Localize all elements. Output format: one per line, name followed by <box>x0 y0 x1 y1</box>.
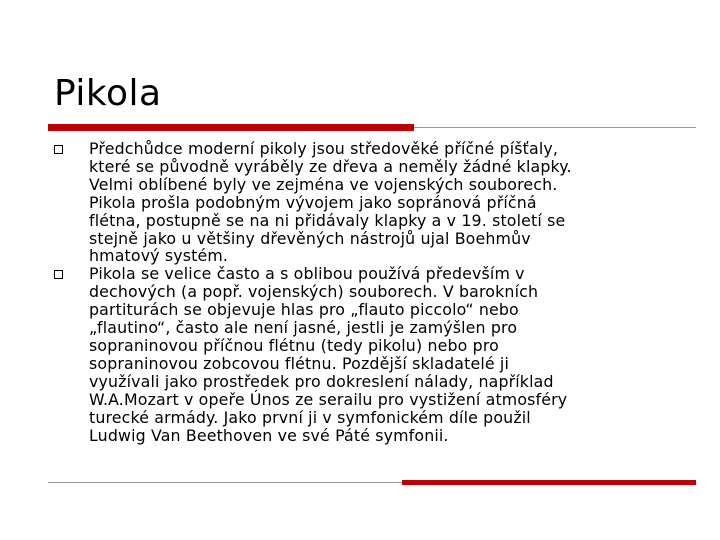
text-line: Předchůdce moderní pikoly jsou středověké příčné píšťaly, <box>89 139 559 158</box>
text-line: Pikola se velice často a s oblibou používá především v <box>89 264 525 284</box>
footer-accent-bar <box>402 480 696 485</box>
hollow-square-bullet-icon <box>54 145 63 154</box>
hollow-square-bullet-icon <box>54 270 63 279</box>
title-accent-bar <box>48 124 414 131</box>
text-line: které se původně vyráběly ze dřeva a neměly žádné klapky. <box>89 156 572 176</box>
text-line: stejně jako u většiny dřevěných nástrojů ujal Boehmův <box>89 228 531 248</box>
text-line: flétna, postupně se na ni přidávaly klapky a v 19. století se <box>89 210 566 230</box>
text-line: Pikola prošla podobným vývojem jako sopránová příčná <box>89 192 537 212</box>
text-line: využívali jako prostředek pro dokreslení nálady, například <box>89 371 554 391</box>
text-line: „flautino“, často ale není jasné, jestli je zamýšlen pro <box>89 318 518 338</box>
text-line: turecké armády. Jako první ji v symfonickém díle použil <box>89 407 531 427</box>
text-line: dechových (a popř. vojenských) souborech. V barokních <box>89 282 539 302</box>
text-line: partiturách se objevuje hlas pro „flauto piccolo“ nebo <box>89 300 519 320</box>
bullet-item-history <box>54 140 664 265</box>
bullet-item-usage <box>54 265 664 444</box>
text-line: Ludwig Van Beethoven ve své Páté symfonii. <box>89 425 449 445</box>
slide-title: Pikola <box>54 73 162 114</box>
bullet-list <box>54 140 664 444</box>
text-line: hmatový systém. <box>89 246 229 266</box>
text-line: Velmi oblíbené byly ve zejména ve vojenských souborech. <box>89 174 558 194</box>
text-line: W.A.Mozart v opeře Únos ze serailu pro vystižení atmosféry <box>89 389 568 409</box>
text-line: sopraninovou příčnou flétnu (tedy pikolu) nebo pro <box>89 335 499 355</box>
text-line: sopraninovou zobcovou flétnu. Pozdější skladatelé ji <box>89 353 509 373</box>
